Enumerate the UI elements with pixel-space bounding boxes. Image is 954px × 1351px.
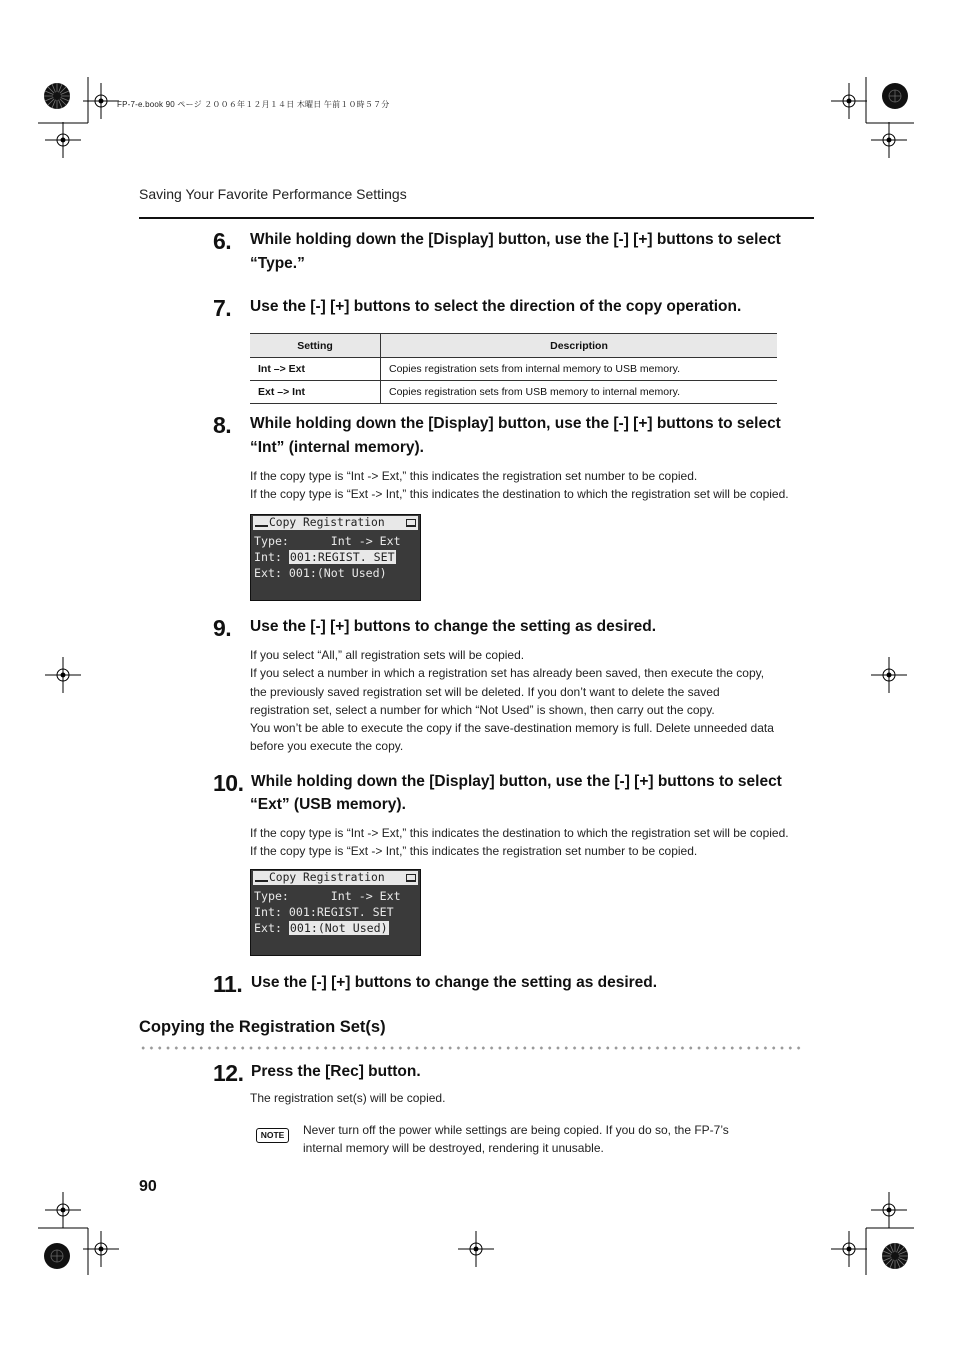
body-line: You won’t be able to execute the copy if the save-destination memory is full. Delete unneeded data bbox=[250, 721, 774, 736]
table-header-row bbox=[250, 334, 777, 358]
step-10-line1: While holding down the [Display] button, use the [-] [+] buttons to select bbox=[251, 773, 782, 790]
lcd-title: Copy Registration bbox=[269, 516, 385, 529]
lcd-int-label: Int: bbox=[254, 905, 282, 919]
note-icon: NOTE bbox=[256, 1128, 289, 1143]
step-8-body bbox=[250, 467, 789, 504]
lcd-int-value: 001:REGIST. SET bbox=[288, 905, 394, 919]
note-line: internal memory will be destroyed, rendering it unusable. bbox=[303, 1141, 604, 1156]
print-slug: FP-7-e.book 90 ページ ２００６年１２月１４日 木曜日 午前１０時５７分 bbox=[117, 100, 390, 109]
step-11-line1: Use the [-] [+] buttons to change the setting as desired. bbox=[251, 974, 658, 991]
copy-direction-table bbox=[250, 333, 777, 404]
body-line: If the copy type is “Int -> Ext,” this indicates the destination to which the registration set will be copied. bbox=[250, 826, 789, 840]
note-text bbox=[303, 1121, 729, 1158]
lcd-type-row bbox=[254, 534, 401, 549]
note-line: Never turn off the power while settings are being copied. If you do so, the FP-7’s bbox=[303, 1123, 729, 1137]
lcd-ext-value-selected: 001:(Not Used) bbox=[289, 921, 388, 935]
step-number-10: 10. bbox=[213, 770, 244, 796]
step-10-body bbox=[250, 824, 789, 861]
step-number-12: 12. bbox=[213, 1060, 244, 1086]
lcd-title-bar bbox=[253, 871, 418, 885]
step-9-body bbox=[250, 646, 774, 756]
running-head: Saving Your Favorite Performance Settings bbox=[139, 186, 407, 202]
page-number: 90 bbox=[139, 1178, 157, 1195]
lcd-ext-row bbox=[254, 566, 387, 581]
body-line: registration set, select a number for which “Not Used” is shown, then carry out the copy. bbox=[250, 702, 715, 717]
body-line: before you execute the copy. bbox=[250, 739, 404, 754]
step-10-line2: “Ext” (USB memory). bbox=[250, 796, 406, 813]
lcd-screen-int-selected bbox=[250, 514, 421, 601]
step-6-line2: “Type.” bbox=[250, 255, 305, 272]
lcd-title: Copy Registration bbox=[269, 871, 385, 884]
page-icon bbox=[406, 519, 416, 527]
step-number-9: 9. bbox=[213, 615, 232, 641]
lcd-ext-value: 001:(Not Used) bbox=[288, 566, 387, 580]
lcd-type-value: Int -> Ext bbox=[330, 534, 401, 548]
lcd-type-row bbox=[254, 889, 401, 904]
lcd-int-label: Int: bbox=[254, 550, 282, 564]
lcd-type-label: Type: bbox=[254, 889, 289, 903]
folder-icon bbox=[255, 520, 268, 527]
lcd-type-label: Type: bbox=[254, 534, 289, 548]
lcd-int-value-selected: 001:REGIST. SET bbox=[289, 550, 395, 564]
step-7-line1: Use the [-] [+] buttons to select the direction of the copy operation. bbox=[250, 298, 742, 315]
page-icon bbox=[406, 874, 416, 882]
header-rule bbox=[139, 217, 814, 219]
section-dotted-rule bbox=[139, 1046, 803, 1050]
step-8-line2: “Int” (internal memory). bbox=[250, 439, 424, 456]
body-line: If the copy type is “Ext -> Int,” this indicates the registration set number to be copied. bbox=[250, 844, 698, 859]
table-cell-setting: Int –> Ext bbox=[250, 358, 381, 381]
body-line: If you select “All,” all registration sets will be copied. bbox=[250, 648, 525, 662]
step-number-11: 11. bbox=[213, 971, 243, 997]
step-number-7: 7. bbox=[213, 295, 232, 321]
folder-icon bbox=[255, 875, 268, 882]
body-line: If the copy type is “Int -> Ext,” this indicates the registration set number to be copied. bbox=[250, 469, 698, 483]
column-header-setting: Setting bbox=[250, 334, 381, 358]
lcd-ext-label: Ext: bbox=[254, 921, 282, 935]
step-12-line1: Press the [Rec] button. bbox=[251, 1063, 421, 1080]
step-8-line1: While holding down the [Display] button, use the [-] [+] buttons to select bbox=[250, 415, 781, 432]
lcd-screen-ext-selected bbox=[250, 869, 421, 956]
step-9-line1: Use the [-] [+] buttons to change the setting as desired. bbox=[250, 618, 657, 635]
column-header-description: Description bbox=[381, 334, 778, 358]
table-row bbox=[250, 381, 777, 404]
step-number-8: 8. bbox=[213, 412, 232, 438]
lcd-int-row bbox=[254, 550, 396, 565]
table-cell-setting: Ext –> Int bbox=[250, 381, 381, 404]
lcd-title-bar bbox=[253, 516, 418, 530]
body-line: If the copy type is “Ext -> Int,” this indicates the destination to which the registration set will be copied. bbox=[250, 487, 789, 502]
table-row bbox=[250, 358, 777, 381]
lcd-ext-row bbox=[254, 921, 389, 936]
body-line: If you select a number in which a registration set has already been saved, then execute the copy, bbox=[250, 666, 765, 681]
section-title: Copying the Registration Set(s) bbox=[139, 1018, 386, 1036]
body-line: the previously saved registration set will be deleted. If you don’t want to delete the saved bbox=[250, 684, 720, 699]
step-6-line1: While holding down the [Display] button, use the [-] [+] buttons to select bbox=[250, 231, 781, 248]
table-cell-description: Copies registration sets from internal memory to USB memory. bbox=[381, 358, 778, 381]
lcd-ext-label: Ext: bbox=[254, 566, 282, 580]
table-cell-description: Copies registration sets from USB memory to internal memory. bbox=[381, 381, 778, 404]
step-number-6: 6. bbox=[213, 228, 232, 254]
step-12-body bbox=[250, 1089, 445, 1107]
lcd-int-row bbox=[254, 905, 394, 920]
body-line: The registration set(s) will be copied. bbox=[250, 1091, 446, 1105]
lcd-type-value: Int -> Ext bbox=[330, 889, 401, 903]
